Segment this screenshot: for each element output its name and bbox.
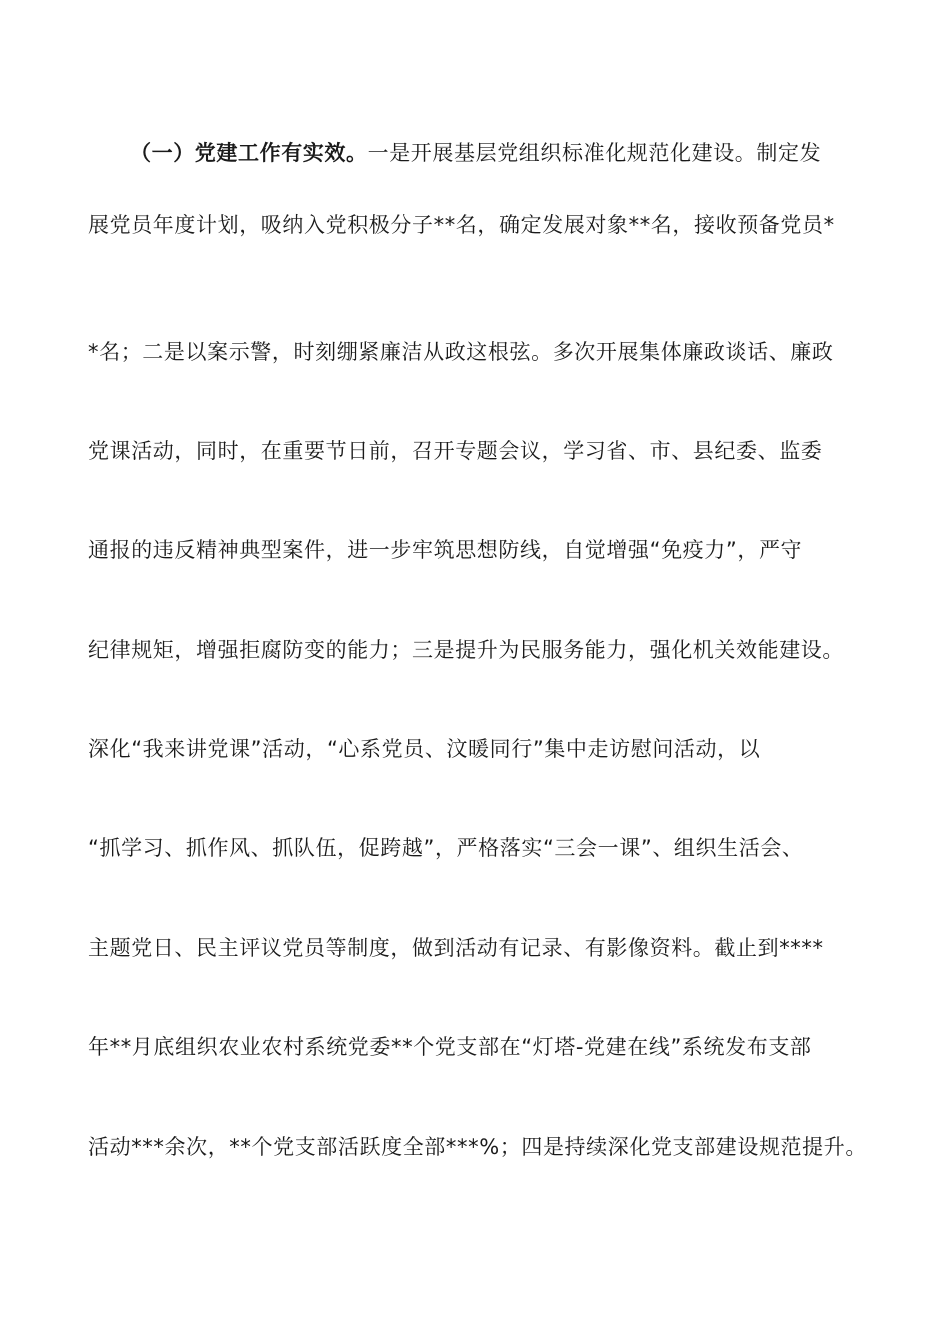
paragraph-line-10: 年**月底组织农业农村系统党委**个党支部在“灯塔-党建在线”系统发布支部 [88,1035,812,1059]
paragraph-line-3: *名；二是以案示警，时刻绷紧廉洁从政这根弦。多次开展集体廉政谈话、廉政 [88,340,834,364]
paragraph-line-2: 展党员年度计划，吸纳入党积极分子**名，确定发展对象**名，接收预备党员* [88,213,835,237]
paragraph-line-8: “抓学习、抓作风、抓队伍，促跨越”，严格落实“三会一课”、组织生活会、 [88,836,804,860]
section-heading: （一）党建工作有实效。 [130,141,368,165]
paragraph-line-1 [130,139,920,167]
paragraph-line-9: 主题党日、民主评议党员等制度，做到活动有记录、有影像资料。截止到**** [88,936,824,960]
paragraph-line-5: 通报的违反精神典型案件，进一步牢筑思想防线，自觉增强“免疫力”，严守 [88,538,803,562]
paragraph-line-11: 活动***余次，**个党支部活跃度全部***%；四是持续深化党支部建设规范提升。 [88,1135,867,1159]
line-text: 一是开展基层党组织标准化规范化建设。制定发 [367,141,822,165]
paragraph-line-6: 纪律规矩，增强拒腐防变的能力；三是提升为民服务能力，强化机关效能建设。 [88,638,844,662]
paragraph-line-4: 党课活动，同时，在重要节日前，召开专题会议，学习省、市、县纪委、监委 [88,439,823,463]
paragraph-line-7: 深化“我来讲党课”活动，“心系党员、汶暖同行”集中走访慰问活动，以 [88,737,761,761]
